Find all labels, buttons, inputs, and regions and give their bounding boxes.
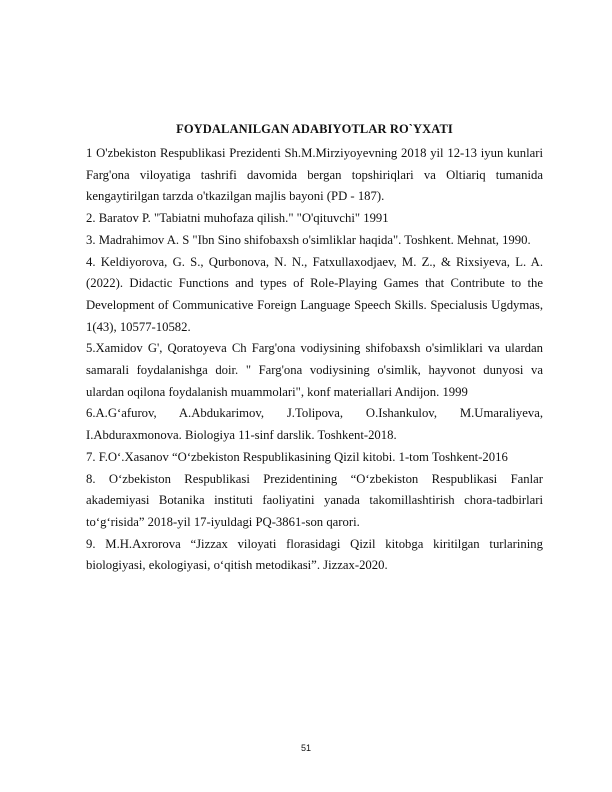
reference-item-4: 4. Keldiyorova, G. S., Qurbonova, N. N., Fatxullaxodjaev, M. Z., & Rixsiyeva, L. A. (2022). Didactic Functions and types of Role-Playing Games that Contribute to the Development of Communicative Foreign Language Speech Skills. Specialusis Ugdymas, 1(43), 10577-10582.	[86, 254, 543, 334]
reference-list	[86, 143, 543, 577]
page-number: 51	[300, 743, 311, 753]
reference-item-8: 8. O‘zbekiston Respublikasi Prezidentining “O‘zbekiston Respublikasi Fanlar akademiyasi Botanika instituti faoliyatini yanada takomillashtirish chora-tadbirlari to‘g‘risida” 2018-yil 17-iyuldagi PQ-3861-son qarori.	[86, 471, 543, 529]
reference-item-1: 1 O'zbekiston Respublikasi Prezidenti Sh.M.Mirziyoyevning 2018 yil 12-13 iyun kunlari Farg'ona viloyatiga tashrifi davomida bergan topshiriqlari va Oltiariq tumanida kengaytirilgan tarzda o'tkazilgan majlis bayoni (PD - 187).	[86, 146, 543, 204]
reference-item-2: 2. Baratov P. "Tabiatni muhofaza qilish." "O'qituvchi" 1991	[86, 211, 389, 226]
reference-item-5: 5.Xamidov G', Qoratoyeva Ch Farg'ona vodiysining shifobaxsh o'simliklari va ulardan samarali foydalanishga doir. " Farg'ona vodiysining o'simlik, hayvonot dunyosi va ulardan oqilona foydalanish muammolari", konf materiallari Andijon. 1999	[86, 341, 543, 399]
reference-item-7: 7. F.O‘.Xasanov “O‘zbekiston Respublikasining Qizil kitobi. 1-tom Toshkent-2016	[86, 449, 508, 464]
page-title: FOYDALANILGAN ADABIYOTLAR RO`YXATI	[176, 122, 453, 136]
reference-item-3: 3. Madrahimov A. S "Ibn Sino shifobaxsh o'simliklar haqida". Toshkent. Mehnat, 1990.	[86, 232, 531, 247]
reference-item-6: 6.A.G‘afurov, A.Abdukarimov, J.Tolipova, O.Ishankulov, M.Umaraliyeva, I.Abduraxmonova. Biologiya 11-sinf darslik. Toshkent-2018.	[86, 406, 543, 443]
reference-item-9: 9. M.H.Axrorova “Jizzax viloyati florasidagi Qizil kitobga kiritilgan turlarining biologiyasi, ekologiyasi, o‘qitish metodikasi”. Jizzax-2020.	[86, 536, 543, 573]
